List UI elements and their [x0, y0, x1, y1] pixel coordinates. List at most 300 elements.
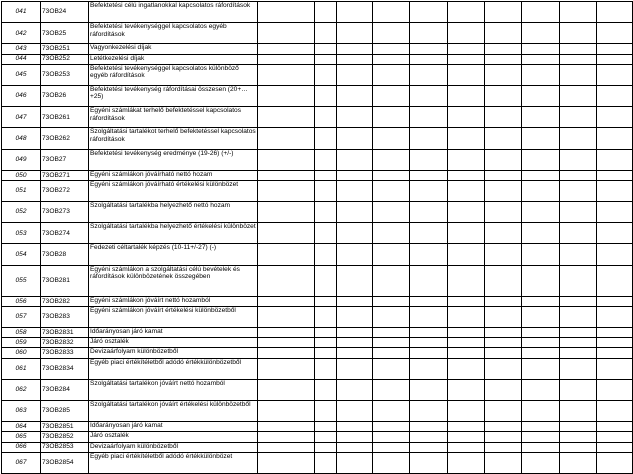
value-cell[interactable] — [410, 348, 448, 358]
value-cell[interactable] — [315, 128, 337, 149]
value-cell[interactable] — [560, 400, 597, 421]
value-cell[interactable] — [522, 296, 560, 306]
row-number: 053 — [2, 223, 41, 244]
value-cell[interactable] — [485, 422, 522, 432]
value-cell[interactable] — [560, 442, 597, 452]
value-cell[interactable] — [410, 379, 448, 400]
value-cell[interactable] — [410, 64, 448, 85]
value-cell[interactable] — [597, 306, 633, 327]
value-cell[interactable] — [373, 400, 410, 421]
value-cell[interactable] — [315, 44, 337, 54]
value-cell[interactable] — [337, 128, 373, 149]
value-cell[interactable] — [373, 149, 410, 170]
value-cell[interactable] — [522, 452, 560, 473]
value-cell[interactable] — [448, 128, 485, 149]
value-cell[interactable] — [485, 149, 522, 170]
value-cell[interactable] — [448, 432, 485, 442]
value-cell[interactable] — [373, 85, 410, 106]
value-cell[interactable] — [373, 64, 410, 85]
value-cell[interactable] — [485, 432, 522, 442]
value-cell[interactable] — [258, 306, 315, 327]
row-code: 73OB25 — [41, 23, 89, 44]
value-cell[interactable] — [337, 2, 373, 23]
value-cell[interactable] — [597, 265, 633, 296]
value-cell[interactable] — [410, 452, 448, 473]
value-cell[interactable] — [560, 107, 597, 128]
value-cell[interactable] — [315, 244, 337, 265]
value-cell[interactable] — [315, 442, 337, 452]
row-description: Szolgáltatási tartalékon jóváírt értékelési különbözetből — [89, 400, 258, 421]
row-code: 73OB283 — [41, 306, 89, 327]
value-cell[interactable] — [560, 452, 597, 473]
value-cell[interactable] — [373, 442, 410, 452]
value-cell[interactable] — [337, 358, 373, 379]
value-cell[interactable] — [448, 296, 485, 306]
value-cell[interactable] — [448, 442, 485, 452]
row-description: Egyéb piaci értékítéletből adódó értékkülönbözet — [89, 452, 258, 473]
value-cell[interactable] — [560, 244, 597, 265]
value-cell[interactable] — [522, 422, 560, 432]
value-cell[interactable] — [485, 348, 522, 358]
table-row — [2, 149, 633, 170]
value-cell[interactable] — [485, 2, 522, 23]
value-cell[interactable] — [485, 306, 522, 327]
value-cell[interactable] — [315, 2, 337, 23]
value-cell[interactable] — [597, 2, 633, 23]
value-cell[interactable] — [337, 223, 373, 244]
value-cell[interactable] — [410, 306, 448, 327]
value-cell[interactable] — [522, 44, 560, 54]
row-description: Devizaárfolyam különbözetből — [89, 348, 258, 358]
table-row — [2, 107, 633, 128]
value-cell[interactable] — [373, 422, 410, 432]
value-cell[interactable] — [410, 265, 448, 296]
value-cell[interactable] — [522, 265, 560, 296]
value-cell[interactable] — [448, 358, 485, 379]
value-cell[interactable] — [448, 23, 485, 44]
value-cell[interactable] — [315, 358, 337, 379]
value-cell[interactable] — [485, 107, 522, 128]
value-cell[interactable] — [560, 64, 597, 85]
value-cell[interactable] — [485, 400, 522, 421]
value-cell[interactable] — [485, 64, 522, 85]
value-cell[interactable] — [522, 170, 560, 180]
value-cell[interactable] — [448, 180, 485, 201]
value-cell[interactable] — [315, 328, 337, 338]
value-cell[interactable] — [315, 452, 337, 473]
value-cell[interactable] — [597, 452, 633, 473]
value-cell[interactable] — [337, 64, 373, 85]
value-cell[interactable] — [410, 432, 448, 442]
value-cell[interactable] — [410, 85, 448, 106]
row-number: 047 — [2, 107, 41, 128]
value-cell[interactable] — [597, 379, 633, 400]
value-cell[interactable] — [485, 85, 522, 106]
value-cell[interactable] — [373, 328, 410, 338]
value-cell[interactable] — [597, 422, 633, 432]
row-number: 046 — [2, 85, 41, 106]
value-cell[interactable] — [410, 442, 448, 452]
value-cell[interactable] — [485, 442, 522, 452]
value-cell[interactable] — [410, 422, 448, 432]
value-cell[interactable] — [337, 170, 373, 180]
value-cell[interactable] — [373, 180, 410, 201]
value-cell[interactable] — [560, 358, 597, 379]
value-cell[interactable] — [258, 54, 315, 64]
value-cell[interactable] — [448, 202, 485, 223]
value-cell[interactable] — [373, 202, 410, 223]
value-cell[interactable] — [410, 202, 448, 223]
value-cell[interactable] — [485, 180, 522, 201]
value-cell[interactable] — [522, 338, 560, 348]
value-cell[interactable] — [597, 223, 633, 244]
value-cell[interactable] — [597, 358, 633, 379]
row-description: Egyéni számlákat terhelő befektetéssel kapcsolatos ráfordítások — [89, 107, 258, 128]
value-cell[interactable] — [315, 202, 337, 223]
value-cell[interactable] — [258, 149, 315, 170]
value-cell[interactable] — [337, 422, 373, 432]
table-row — [2, 358, 633, 379]
value-cell[interactable] — [258, 85, 315, 106]
value-cell[interactable] — [258, 379, 315, 400]
table-row — [2, 338, 633, 348]
value-cell[interactable] — [448, 348, 485, 358]
value-cell[interactable] — [373, 244, 410, 265]
value-cell[interactable] — [522, 379, 560, 400]
value-cell[interactable] — [373, 44, 410, 54]
value-cell[interactable] — [597, 170, 633, 180]
value-cell[interactable] — [597, 85, 633, 106]
value-cell[interactable] — [315, 432, 337, 442]
value-cell[interactable] — [597, 338, 633, 348]
value-cell[interactable] — [522, 54, 560, 64]
value-cell[interactable] — [410, 244, 448, 265]
row-number: 065 — [2, 432, 41, 442]
value-cell[interactable] — [258, 265, 315, 296]
row-number: 061 — [2, 358, 41, 379]
value-cell[interactable] — [448, 54, 485, 64]
value-cell[interactable] — [258, 452, 315, 473]
row-description: Szolgáltatási tartalékot terhelő befektetéssel kapcsolatos ráfordítások — [89, 128, 258, 149]
value-cell[interactable] — [560, 44, 597, 54]
value-cell[interactable] — [258, 44, 315, 54]
value-cell[interactable] — [597, 64, 633, 85]
value-cell[interactable] — [258, 400, 315, 421]
value-cell[interactable] — [560, 23, 597, 44]
value-cell[interactable] — [258, 338, 315, 348]
value-cell[interactable] — [373, 170, 410, 180]
value-cell[interactable] — [522, 149, 560, 170]
value-cell[interactable] — [522, 328, 560, 338]
value-cell[interactable] — [258, 223, 315, 244]
value-cell[interactable] — [522, 2, 560, 23]
value-cell[interactable] — [485, 244, 522, 265]
value-cell[interactable] — [448, 452, 485, 473]
value-cell[interactable] — [373, 348, 410, 358]
value-cell[interactable] — [560, 180, 597, 201]
row-description: Befektetési célú ingatlanokkal kapcsolatos ráfordítások — [89, 2, 258, 23]
value-cell[interactable] — [373, 128, 410, 149]
value-cell[interactable] — [560, 328, 597, 338]
value-cell[interactable] — [258, 2, 315, 23]
value-cell[interactable] — [410, 180, 448, 201]
value-cell[interactable] — [597, 442, 633, 452]
value-cell[interactable] — [522, 348, 560, 358]
value-cell[interactable] — [258, 296, 315, 306]
value-cell[interactable] — [485, 223, 522, 244]
value-cell[interactable] — [373, 452, 410, 473]
value-cell[interactable] — [410, 400, 448, 421]
value-cell[interactable] — [485, 54, 522, 64]
value-cell[interactable] — [597, 328, 633, 338]
value-cell[interactable] — [522, 400, 560, 421]
value-cell[interactable] — [597, 23, 633, 44]
value-cell[interactable] — [337, 44, 373, 54]
table-row — [2, 442, 633, 452]
value-cell[interactable] — [315, 296, 337, 306]
value-cell[interactable] — [448, 422, 485, 432]
table-row — [2, 296, 633, 306]
value-cell[interactable] — [337, 54, 373, 64]
value-cell[interactable] — [522, 202, 560, 223]
value-cell[interactable] — [315, 223, 337, 244]
value-cell[interactable] — [258, 442, 315, 452]
value-cell[interactable] — [448, 85, 485, 106]
value-cell[interactable] — [373, 107, 410, 128]
value-cell[interactable] — [448, 265, 485, 296]
value-cell[interactable] — [560, 348, 597, 358]
value-cell[interactable] — [485, 338, 522, 348]
value-cell[interactable] — [373, 338, 410, 348]
value-cell[interactable] — [560, 306, 597, 327]
value-cell[interactable] — [448, 64, 485, 85]
value-cell[interactable] — [258, 422, 315, 432]
table-row — [2, 379, 633, 400]
value-cell[interactable] — [448, 306, 485, 327]
value-cell[interactable] — [410, 358, 448, 379]
value-cell[interactable] — [410, 23, 448, 44]
value-cell[interactable] — [485, 23, 522, 44]
value-cell[interactable] — [560, 202, 597, 223]
row-description: Fedezeti céltartalék képzés (10-11+/-27) (-) — [89, 244, 258, 265]
value-cell[interactable] — [560, 54, 597, 64]
value-cell[interactable] — [485, 379, 522, 400]
value-cell[interactable] — [258, 358, 315, 379]
value-cell[interactable] — [597, 107, 633, 128]
value-cell[interactable] — [410, 107, 448, 128]
value-cell[interactable] — [485, 358, 522, 379]
value-cell[interactable] — [448, 379, 485, 400]
value-cell[interactable] — [597, 348, 633, 358]
value-cell[interactable] — [258, 128, 315, 149]
value-cell[interactable] — [373, 379, 410, 400]
value-cell[interactable] — [522, 244, 560, 265]
value-cell[interactable] — [522, 432, 560, 442]
value-cell[interactable] — [448, 107, 485, 128]
value-cell[interactable] — [315, 64, 337, 85]
value-cell[interactable] — [410, 338, 448, 348]
value-cell[interactable] — [522, 128, 560, 149]
value-cell[interactable] — [337, 452, 373, 473]
value-cell[interactable] — [410, 44, 448, 54]
row-description: Vagyonkezelési díjak — [89, 44, 258, 54]
value-cell[interactable] — [337, 442, 373, 452]
value-cell[interactable] — [337, 180, 373, 201]
value-cell[interactable] — [258, 23, 315, 44]
value-cell[interactable] — [258, 348, 315, 358]
value-cell[interactable] — [258, 244, 315, 265]
value-cell[interactable] — [522, 223, 560, 244]
value-cell[interactable] — [315, 338, 337, 348]
row-number: 043 — [2, 44, 41, 54]
value-cell[interactable] — [258, 328, 315, 338]
value-cell[interactable] — [522, 64, 560, 85]
value-cell[interactable] — [560, 149, 597, 170]
value-cell[interactable] — [597, 244, 633, 265]
value-cell[interactable] — [448, 2, 485, 23]
value-cell[interactable] — [485, 452, 522, 473]
value-cell[interactable] — [258, 432, 315, 442]
value-cell[interactable] — [315, 170, 337, 180]
value-cell[interactable] — [315, 85, 337, 106]
value-cell[interactable] — [410, 2, 448, 23]
value-cell[interactable] — [410, 296, 448, 306]
value-cell[interactable] — [560, 128, 597, 149]
value-cell[interactable] — [315, 348, 337, 358]
value-cell[interactable] — [315, 23, 337, 44]
table-row — [2, 54, 633, 64]
value-cell[interactable] — [448, 223, 485, 244]
value-cell[interactable] — [560, 223, 597, 244]
value-cell[interactable] — [448, 328, 485, 338]
value-cell[interactable] — [337, 379, 373, 400]
value-cell[interactable] — [560, 338, 597, 348]
value-cell[interactable] — [337, 296, 373, 306]
value-cell[interactable] — [337, 149, 373, 170]
value-cell[interactable] — [410, 170, 448, 180]
value-cell[interactable] — [373, 358, 410, 379]
value-cell[interactable] — [315, 400, 337, 421]
value-cell[interactable] — [522, 23, 560, 44]
value-cell[interactable] — [560, 170, 597, 180]
value-cell[interactable] — [560, 379, 597, 400]
value-cell[interactable] — [410, 128, 448, 149]
value-cell[interactable] — [597, 128, 633, 149]
row-description: Járó osztalék — [89, 338, 258, 348]
value-cell[interactable] — [485, 170, 522, 180]
value-cell[interactable] — [373, 23, 410, 44]
value-cell[interactable] — [315, 265, 337, 296]
row-description: Időarányosan járó kamat — [89, 422, 258, 432]
value-cell[interactable] — [485, 265, 522, 296]
value-cell[interactable] — [315, 149, 337, 170]
row-number: 057 — [2, 306, 41, 327]
value-cell[interactable] — [373, 432, 410, 442]
value-cell[interactable] — [560, 422, 597, 432]
value-cell[interactable] — [485, 202, 522, 223]
value-cell[interactable] — [258, 107, 315, 128]
value-cell[interactable] — [337, 23, 373, 44]
value-cell[interactable] — [597, 54, 633, 64]
row-code: 73OB2831 — [41, 328, 89, 338]
value-cell[interactable] — [597, 180, 633, 201]
value-cell[interactable] — [522, 442, 560, 452]
value-cell[interactable] — [337, 85, 373, 106]
value-cell[interactable] — [597, 149, 633, 170]
value-cell[interactable] — [373, 54, 410, 64]
value-cell[interactable] — [315, 180, 337, 201]
value-cell[interactable] — [448, 170, 485, 180]
value-cell[interactable] — [373, 2, 410, 23]
value-cell[interactable] — [258, 180, 315, 201]
value-cell[interactable] — [560, 265, 597, 296]
value-cell[interactable] — [337, 265, 373, 296]
value-cell[interactable] — [522, 306, 560, 327]
value-cell[interactable] — [597, 400, 633, 421]
value-cell[interactable] — [522, 180, 560, 201]
value-cell[interactable] — [315, 379, 337, 400]
value-cell[interactable] — [560, 2, 597, 23]
value-cell[interactable] — [485, 44, 522, 54]
value-cell[interactable] — [337, 244, 373, 265]
value-cell[interactable] — [597, 432, 633, 442]
value-cell[interactable] — [337, 202, 373, 223]
value-cell[interactable] — [597, 296, 633, 306]
value-cell[interactable] — [522, 85, 560, 106]
value-cell[interactable] — [522, 107, 560, 128]
value-cell[interactable] — [337, 400, 373, 421]
value-cell[interactable] — [410, 149, 448, 170]
value-cell[interactable] — [410, 223, 448, 244]
value-cell[interactable] — [258, 170, 315, 180]
value-cell[interactable] — [560, 296, 597, 306]
value-cell[interactable] — [337, 328, 373, 338]
value-cell[interactable] — [315, 422, 337, 432]
value-cell[interactable] — [522, 358, 560, 379]
value-cell[interactable] — [337, 306, 373, 327]
value-cell[interactable] — [485, 296, 522, 306]
value-cell[interactable] — [410, 54, 448, 64]
value-cell[interactable] — [337, 107, 373, 128]
value-cell[interactable] — [410, 328, 448, 338]
value-cell[interactable] — [373, 306, 410, 327]
value-cell[interactable] — [448, 44, 485, 54]
value-cell[interactable] — [373, 265, 410, 296]
value-cell[interactable] — [315, 107, 337, 128]
value-cell[interactable] — [373, 296, 410, 306]
value-cell[interactable] — [315, 306, 337, 327]
value-cell[interactable] — [337, 432, 373, 442]
row-description: Egyéni számlákon jóváírt értékelési különbözetből — [89, 306, 258, 327]
value-cell[interactable] — [373, 223, 410, 244]
value-cell[interactable] — [448, 338, 485, 348]
value-cell[interactable] — [485, 128, 522, 149]
value-cell[interactable] — [315, 54, 337, 64]
value-cell[interactable] — [448, 149, 485, 170]
value-cell[interactable] — [258, 202, 315, 223]
value-cell[interactable] — [560, 85, 597, 106]
value-cell[interactable] — [337, 348, 373, 358]
value-cell[interactable] — [448, 244, 485, 265]
value-cell[interactable] — [597, 202, 633, 223]
value-cell[interactable] — [485, 328, 522, 338]
value-cell[interactable] — [337, 338, 373, 348]
value-cell[interactable] — [597, 44, 633, 54]
value-cell[interactable] — [448, 400, 485, 421]
table-row — [2, 348, 633, 358]
value-cell[interactable] — [560, 432, 597, 442]
value-cell[interactable] — [258, 64, 315, 85]
